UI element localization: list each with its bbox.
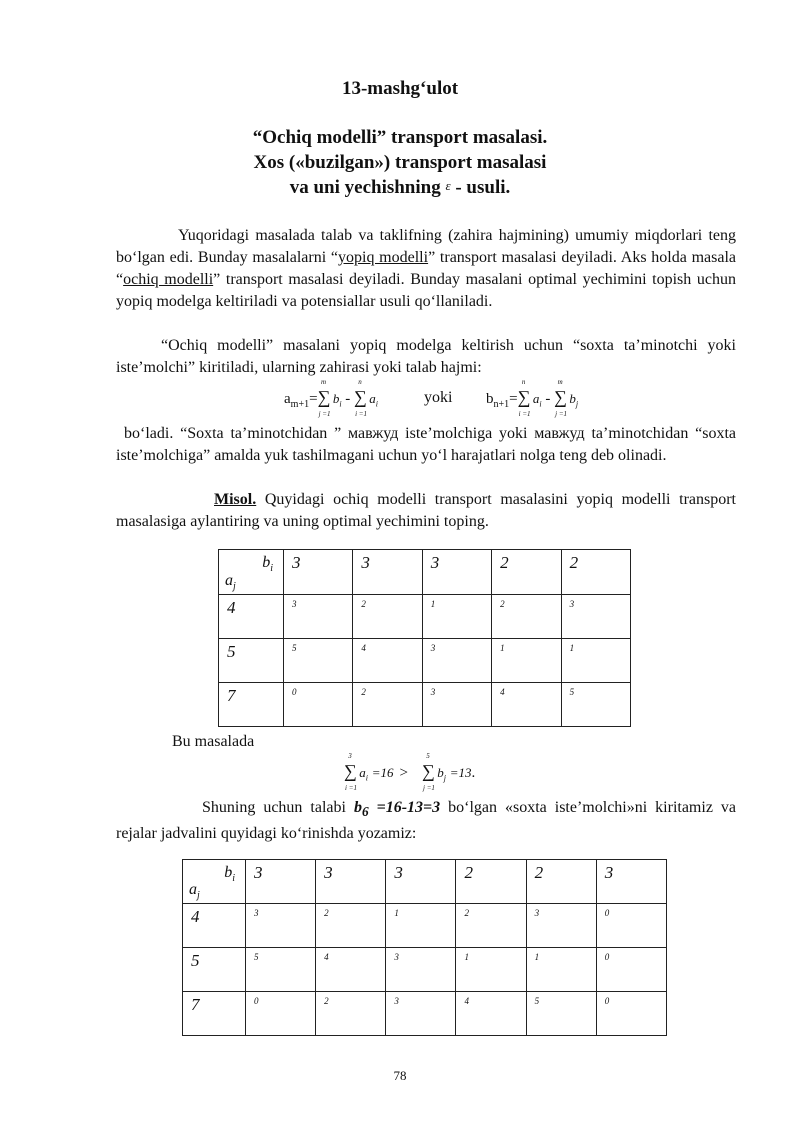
greater-than-sign: >	[399, 765, 408, 781]
var-a-sub: i	[539, 399, 542, 409]
cost-cell: 2	[316, 904, 386, 948]
var-b-sub: j	[443, 773, 446, 783]
cost-cell: 4	[316, 948, 386, 992]
formula-minus: -	[545, 391, 551, 407]
cost-cell: 0	[246, 992, 316, 1036]
supply-cell: 7	[219, 683, 284, 727]
title-line-2: Xos («buzilgan») transport masalasi	[253, 152, 547, 173]
table-row	[219, 639, 631, 683]
cost-cell: 3	[246, 904, 316, 948]
title-line-3-start: va uni yechishning	[289, 177, 441, 198]
cost-cell: 0	[284, 683, 353, 727]
title-line-3-end: - usuli.	[455, 177, 511, 198]
cost-cell: 5	[246, 948, 316, 992]
cost-cell: 1	[561, 639, 630, 683]
sigma-sum-b	[554, 378, 568, 418]
table-row	[219, 683, 631, 727]
cost-cell: 0	[596, 904, 666, 948]
fake-consumer-text-b: bo‘lgan «soxta iste’molchi»ni kiritamiz va rejalar jadvalini quyidagi ko‘rinishda yozamiz:	[116, 799, 737, 843]
table-corner-cell	[219, 550, 284, 595]
intro-text-b: ” transport masalasi deyiladi. Aks holda masala “	[116, 249, 736, 288]
demand-cell: 3	[284, 550, 353, 595]
sigma-sum-a	[354, 378, 367, 418]
demand-cell: 3	[422, 550, 491, 595]
cost-cell: 2	[353, 595, 422, 639]
sigma-icon: ∑	[317, 387, 331, 407]
cost-cell: 4	[492, 683, 561, 727]
demand-total: =13	[449, 765, 472, 780]
title-line-3	[0, 177, 800, 199]
formula-b-symbol: b	[486, 391, 494, 407]
demand-cell: 3	[596, 860, 666, 904]
supply-cell: 7	[183, 992, 246, 1036]
formula-or-word: yoki	[424, 389, 453, 406]
table-header-row	[183, 860, 667, 904]
cost-cell: 2	[492, 595, 561, 639]
supply-cell: 4	[183, 904, 246, 948]
formula-equals: =	[309, 391, 318, 407]
demand-label	[262, 554, 273, 574]
table-row	[183, 992, 667, 1036]
cost-cell: 2	[353, 683, 422, 727]
sum-lower-limit: i =1	[355, 410, 367, 418]
sum-upper-limit: n	[521, 378, 526, 386]
cost-cell: 5	[284, 639, 353, 683]
b6-value: =16-13=3	[368, 799, 441, 816]
demand-cell: 3	[246, 860, 316, 904]
formula-equals: =	[509, 391, 518, 407]
supply-cell: 5	[219, 639, 284, 683]
demand-subscript: i	[270, 563, 273, 575]
var-b-sub: i	[339, 399, 342, 409]
cost-cell: 4	[456, 992, 526, 1036]
supply-cell: 5	[183, 948, 246, 992]
cost-cell: 1	[526, 948, 596, 992]
cost-cell: 2	[456, 904, 526, 948]
cost-cell: 5	[526, 992, 596, 1036]
bu-masalada-text: Bu masalada	[172, 733, 255, 750]
table-header-row	[219, 550, 631, 595]
term-closed-model: yopiq modelli	[338, 249, 429, 266]
supply-symbol: a	[189, 880, 197, 898]
demand-subscript: i	[232, 873, 235, 885]
paragraph-fake-supplier: “Ochiq modelli” masalani yopiq modelga keltirish uchun “soxta ta’minotchi yoki iste’molchi” kiritiladi, ularning zahirasi yoki talab hajmi:	[116, 337, 736, 376]
cost-cell: 1	[422, 595, 491, 639]
cost-cell: 3	[284, 595, 353, 639]
demand-cell: 2	[492, 550, 561, 595]
formula-minus: -	[345, 391, 351, 407]
sum-lower-limit: i =1	[518, 410, 531, 418]
sigma-icon: ∑	[344, 761, 357, 781]
var-a: a	[532, 391, 540, 406]
term-open-model: ochiq modelli	[123, 271, 214, 288]
table-row	[183, 948, 667, 992]
demand-cell: 2	[526, 860, 596, 904]
intro-text-c: ” transport masalasi deyiladi. Bunday masalani optimal yechimini topish uchun yopiq modelga keltiriladi va potensiallar usuli qo‘llaniladi.	[116, 271, 736, 310]
cost-cell: 1	[456, 948, 526, 992]
sigma-icon: ∑	[421, 761, 435, 781]
supply-total: =16	[371, 765, 394, 780]
var-a: a	[369, 391, 376, 406]
formula-fake-supplier	[284, 378, 379, 418]
supply-cell: 4	[219, 595, 284, 639]
cost-cell: 0	[596, 948, 666, 992]
page-number: 78	[393, 1068, 407, 1083]
b6-expression	[353, 799, 441, 820]
example-text: Quyidagi ochiq modelli transport masalasini yopiq modelli transport masalasiga aylantiring va uning optimal yechimini toping.	[116, 491, 736, 530]
formula-totals	[344, 752, 476, 792]
demand-label	[224, 864, 235, 884]
sum-upper-limit: m	[557, 378, 563, 386]
var-b: b	[569, 391, 576, 406]
b6-subscript: 6	[361, 804, 369, 820]
demand-symbol: b	[262, 554, 271, 571]
formula-period: .	[471, 765, 476, 781]
cost-cell: 3	[526, 904, 596, 948]
demand-cell: 3	[386, 860, 456, 904]
paragraph-fake-consumer	[116, 797, 736, 845]
table-corner-cell	[183, 860, 246, 904]
table-row	[183, 904, 667, 948]
var-b: b	[437, 765, 444, 780]
transport-table-closed	[182, 859, 667, 1036]
demand-cell: 3	[353, 550, 422, 595]
cost-cell: 0	[596, 992, 666, 1036]
var-b: b	[332, 391, 340, 406]
exercise-number: 13-mashg‘ulot	[341, 78, 459, 99]
sigma-icon: ∑	[517, 387, 531, 407]
var-a: a	[359, 765, 366, 780]
var-b-sub: j	[575, 399, 579, 409]
sigma-icon: ∑	[354, 387, 367, 407]
demand-symbol: b	[224, 864, 233, 881]
b6-symbol: b	[353, 799, 362, 816]
paragraph-example	[116, 489, 736, 533]
cost-cell: 4	[353, 639, 422, 683]
demand-cell: 2	[561, 550, 630, 595]
paragraph-intro	[116, 225, 736, 313]
sum-upper-limit: m	[321, 378, 327, 386]
sum-lower-limit: j =1	[318, 410, 331, 418]
var-a-sub: i	[365, 773, 368, 783]
title-line-1: “Ochiq modelli” transport masalasi.	[252, 127, 548, 148]
cost-cell: 1	[386, 904, 456, 948]
supply-label	[225, 572, 236, 592]
supply-symbol: a	[225, 571, 233, 589]
epsilon-symbol: ε	[445, 178, 451, 193]
cost-cell: 3	[561, 595, 630, 639]
formula-a-subscript: m+1	[290, 399, 310, 410]
formula-a-symbol: a	[284, 391, 291, 407]
sum-lower-limit: j =1	[423, 784, 435, 792]
sigma-icon: ∑	[554, 387, 567, 407]
sum-lower-limit: j =1	[555, 410, 568, 418]
formula-fake-consumer	[486, 378, 579, 418]
example-label: Misol.	[214, 491, 257, 508]
cost-cell: 2	[316, 992, 386, 1036]
sigma-sum-demand	[421, 752, 435, 792]
supply-subscript: j	[233, 581, 236, 592]
paragraph-zero-costs: bo‘ladi. “Soxta ta’minotchidan ” мавжуд iste’molchiga yoki мавжуд ta’minotchidan “soxta iste’molchiga” amalda yuk tashilmagani uchun yo‘l harajatlari nolga teng deb olinadi.	[116, 425, 736, 464]
sigma-sum-b	[317, 378, 331, 418]
table-row	[219, 595, 631, 639]
cost-cell: 3	[422, 683, 491, 727]
formula-b-subscript: n+1	[493, 399, 510, 410]
sigma-sum-supply	[344, 752, 357, 792]
fake-consumer-text-a: Shuning uchun talabi	[202, 799, 354, 816]
demand-cell: 2	[456, 860, 526, 904]
supply-subscript: j	[197, 890, 200, 901]
sum-upper-limit: 5	[426, 752, 430, 760]
intro-text-a: Yuqoridagi masalada talab va taklifning (zahira hajmining) umumiy miqdorlari teng bo‘lgan edi. Bunday masalalarni “	[116, 227, 736, 266]
sum-lower-limit: i =1	[345, 784, 357, 792]
sum-upper-limit: 3	[348, 752, 352, 760]
demand-cell: 3	[316, 860, 386, 904]
cost-cell: 5	[561, 683, 630, 727]
cost-cell: 1	[492, 639, 561, 683]
sum-upper-limit: n	[358, 378, 362, 386]
transport-table-open	[218, 549, 631, 727]
cost-cell: 3	[386, 948, 456, 992]
var-a-sub: i	[375, 399, 379, 409]
sigma-sum-a	[517, 378, 531, 418]
supply-label	[189, 881, 200, 901]
cost-cell: 3	[386, 992, 456, 1036]
cost-cell: 3	[422, 639, 491, 683]
